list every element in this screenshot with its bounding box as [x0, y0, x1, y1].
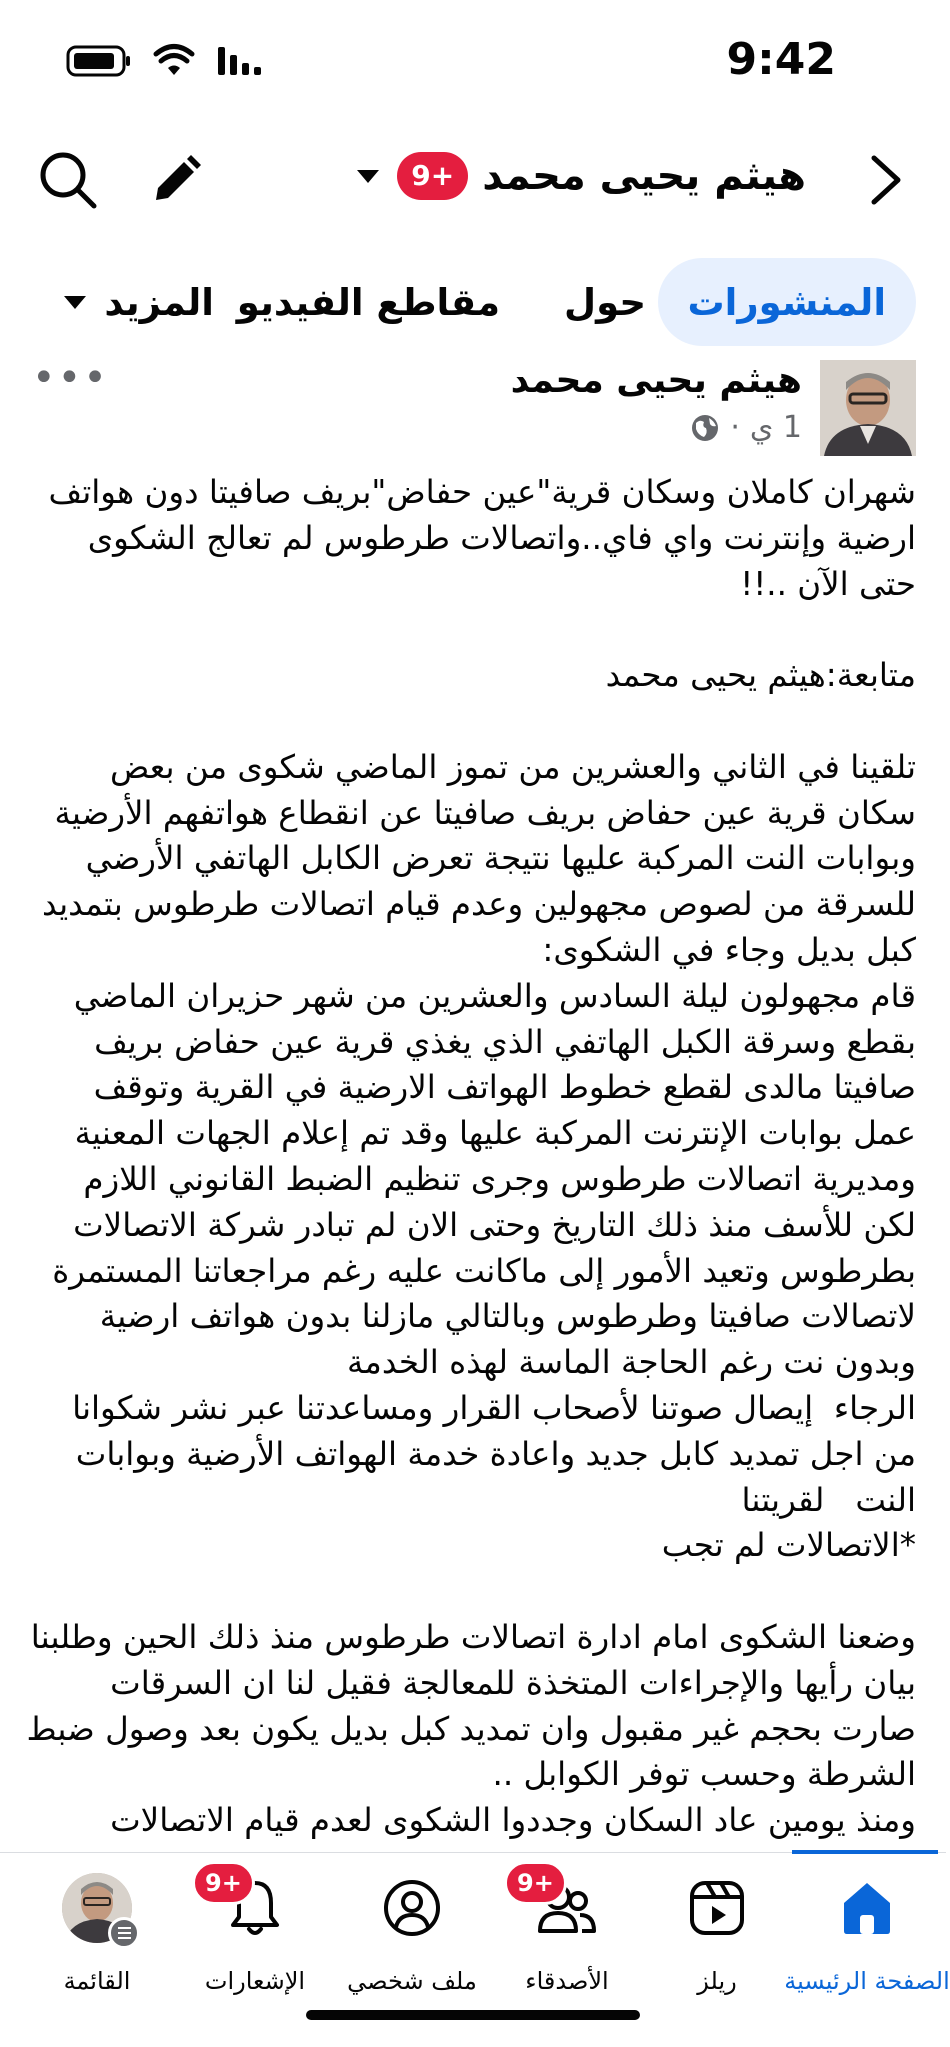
nav-friends[interactable] — [488, 1869, 646, 2023]
nav-friends-label: الأصدقاء — [525, 1967, 609, 1995]
tab-posts[interactable] — [658, 258, 917, 346]
profile-switcher[interactable] — [357, 152, 806, 200]
author-photo — [820, 360, 916, 456]
tab-videos-label: مقاطع الفيديو — [236, 280, 500, 324]
status-time: 9:42 — [726, 34, 836, 85]
status-bar — [0, 0, 946, 120]
hamburger-icon — [108, 1917, 140, 1949]
post-options-icon[interactable]: ••• — [32, 355, 109, 401]
tab-more[interactable] — [64, 258, 214, 346]
menu-avatar — [62, 1873, 132, 1943]
home-icon — [832, 1873, 902, 1943]
tab-about[interactable] — [564, 258, 646, 346]
meta-separator: · — [730, 410, 740, 445]
active-tab-indicator — [792, 1850, 938, 1854]
header-badge: 9+ — [397, 152, 468, 200]
tab-about-label: حول — [564, 280, 646, 324]
profile-icon — [377, 1873, 447, 1943]
battery-icon — [66, 44, 132, 78]
back-button[interactable] — [860, 150, 910, 210]
nav-menu[interactable] — [18, 1873, 176, 2023]
chevron-right-icon — [860, 150, 910, 210]
post-meta — [690, 410, 802, 445]
nav-notifications[interactable] — [176, 1869, 334, 2023]
post-time[interactable]: 1 ي — [749, 410, 802, 445]
status-icons — [66, 44, 264, 78]
reels-icon — [682, 1873, 752, 1943]
page-title: هيثم يحيى محمد — [482, 153, 806, 199]
nav-profile[interactable] — [333, 1873, 491, 2023]
nav-notifications-label: الإشعارات — [204, 1967, 306, 1995]
nav-home-label: الصفحة الرئيسية — [784, 1967, 950, 1995]
tab-more-label: المزيد — [104, 280, 214, 324]
profile-header — [0, 130, 946, 230]
author-avatar[interactable] — [820, 360, 916, 456]
wifi-icon — [154, 45, 194, 77]
globe-icon — [690, 413, 720, 443]
menu-avatar-photo — [62, 1873, 132, 1943]
post-author-name[interactable]: هيثم يحيى محمد — [510, 360, 802, 401]
home-indicator — [306, 2010, 640, 2020]
nav-menu-label: القائمة — [63, 1967, 131, 1995]
friends-badge: 9+ — [504, 1861, 567, 1905]
post-text: شهران كاملان وسكان قرية"عين حفاض"بريف صافيتا دون هواتف ارضية وإنترنت واي فاي..واتصالات طرطوس لم تعالج الشكوى حتى الآن ..!! متابعة:هيثم يحيى محمد تلقينا في الثاني والعشرين من تموز الماضي شكوى من بعض سكان قرية عين حفاض بريف صافيتا عن انقطاع هواتفهم الأرضية وبوابات النت المركبة عليها نتيجة تعرض الكابل الهاتفي الأرضي للسرقة من لصوص مجهولين وعدم قيام اتصالات طرطوس بتمديد كبل بديل وجاء في الشكوى: قام مجهولون ليلة السادس والعشرين من شهر حزيران الماضي بقطع وسرقة الكبل الهاتفي الذي يغذي قرية عين حفاض بريف صافيتا مالدى لقطع خطوط الهواتف الارضية في القرية وتوقف عمل بوابات الإنترنت المركبة عليها وقد تم إعلام الجهات المعنية ومديرية اتصالات طرطوس وجرى تنظيم الضبط القانوني اللازم لكن للأسف منذ ذلك التاريخ وحتى الان لم تبادر شركة الاتصالات بطرطوس وتعيد الأمور إلى ماكانت عليه رغم مراجعاتنا المستمرة لاتصالات صافيتا وطرطوس وبالتالي مازلنا بدون هواتف ارضية وبدون نت رغم الحاجة الماسة لهذه الخدمة الرجاء إيصال صوتنا لأصحاب القرار ومساعدتنا عبر نشر شكوانا من اجل تمديد كابل جديد واعادة خدمة الهواتف الأرضية وبوابات النت لقريتنا *الاتصالات لم تجب وضعنا الشكوى امام ادارة اتصالات طرطوس منذ ذلك الحين وطلبنا بيان رأيها والإجراءات المتخذة للمعالجة فقيل لنا ان السرقات صارت بحجم غير مقبول وان تمديد كبل بديل يكون بعد وصول ضبط الشرطة وحسب توفر الكوابل .. ومنذ يومين عاد السكان وجددوا الشكوى لعدم قيام الاتصالات — [26, 473, 916, 1840]
tab-videos[interactable] — [237, 258, 500, 346]
nav-home[interactable] — [784, 1873, 950, 2023]
edit-button[interactable] — [148, 152, 204, 208]
bell-icon — [205, 1869, 290, 1943]
tab-posts-label: المنشورات — [687, 280, 886, 324]
nav-reels-label: ريلز — [697, 1967, 737, 1995]
search-button[interactable] — [36, 148, 100, 212]
caret-down-icon — [357, 170, 379, 183]
search-icon — [36, 148, 100, 212]
notifications-badge: 9+ — [192, 1861, 255, 1905]
nav-profile-label: ملف شخصي — [347, 1967, 477, 1995]
nav-reels[interactable] — [638, 1873, 796, 2023]
pencil-icon — [148, 152, 204, 208]
friends-icon — [517, 1869, 602, 1943]
signal-icon — [216, 45, 264, 77]
caret-down-icon — [64, 296, 86, 309]
